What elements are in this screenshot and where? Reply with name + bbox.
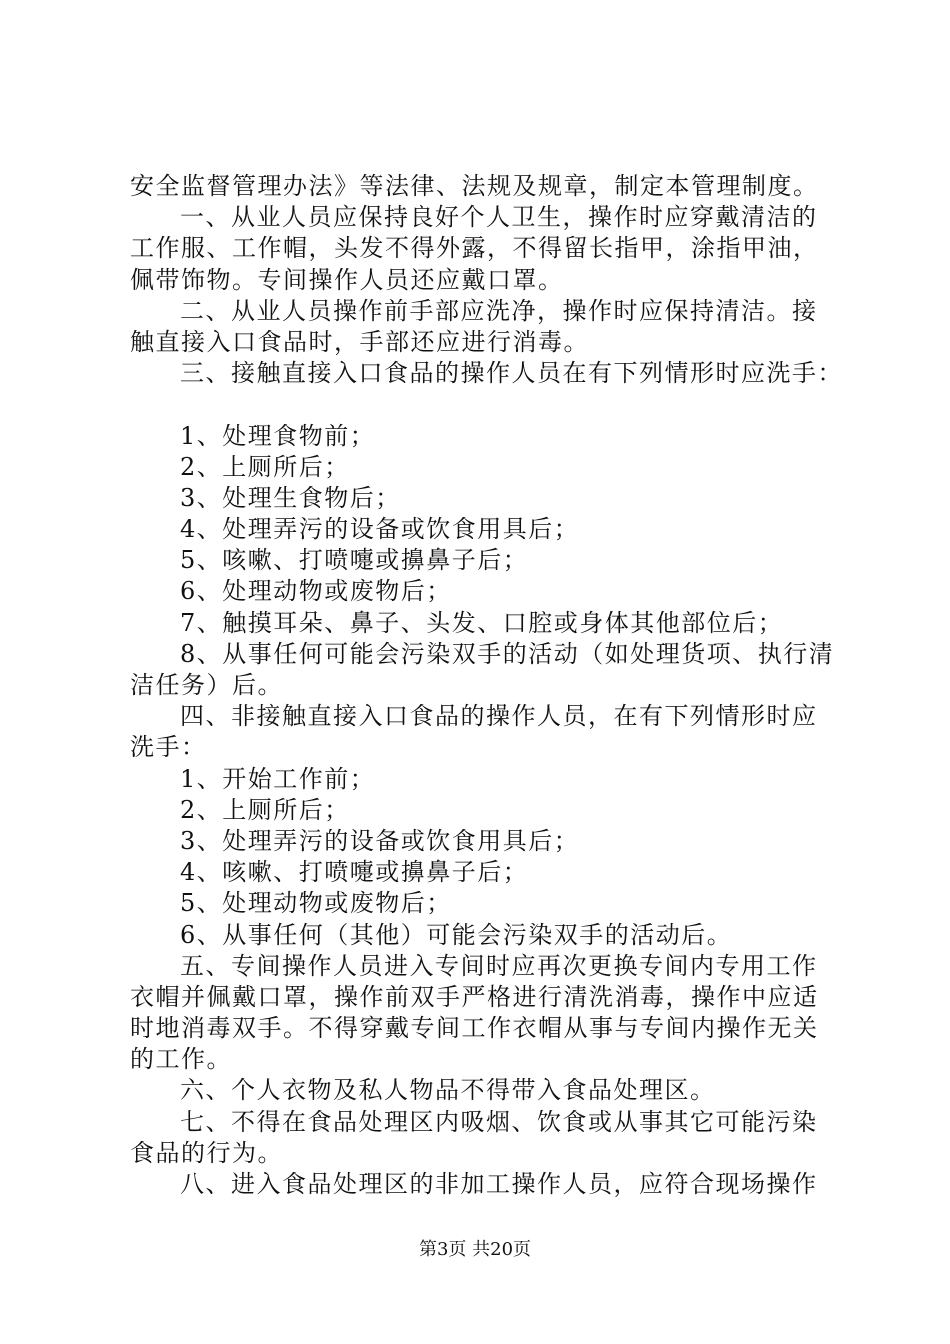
list-item: 2、上厕所后； [180, 452, 350, 481]
text-line: 触直接入口食品时，手部还应进行消毒。 [130, 327, 589, 356]
text-line: 洗手： [130, 733, 207, 762]
text-line: 食品的行为。 [130, 1138, 283, 1167]
text-line: 时地消毒双手。不得穿戴专间工作衣帽从事与专间内操作无关 [130, 1014, 819, 1043]
list-item: 5、咳嗽、打喷嚏或擤鼻子后； [180, 546, 529, 575]
list-item: 7、触摸耳朵、鼻子、头发、口腔或身体其他部位后； [180, 608, 784, 637]
text-line: 六、个人衣物及私人物品不得带入食品处理区。 [180, 1076, 716, 1105]
list-item: 1、开始工作前； [180, 764, 376, 793]
text-line: 三、接触直接入口食品的操作人员在有下列情形时应洗手： [180, 359, 843, 388]
list-item: 2、上厕所后； [180, 795, 350, 824]
list-item: 3、处理弄污的设备或饮食用具后； [180, 826, 580, 855]
text-line: 二、从业人员操作前手部应洗净，操作时应保持清洁。接 [180, 296, 818, 325]
list-item: 8、从事任何可能会污染双手的活动（如处理货项、执行清 [180, 639, 835, 668]
list-item: 4、处理弄污的设备或饮食用具后； [180, 515, 580, 544]
text-line: 四、非接触直接入口食品的操作人员，在有下列情形时应 [180, 702, 818, 731]
text-line: 工作服、工作帽，头发不得外露，不得留长指甲，涂指甲油， [130, 234, 819, 263]
list-item: 3、处理生食物后； [180, 483, 401, 512]
page-number: 第3页 共20页 [418, 1239, 532, 1260]
page-footer [0, 1238, 950, 1262]
text-line: 安全监督管理办法》等法律、法规及规章，制定本管理制度。 [130, 172, 819, 200]
text-line: 衣帽并佩戴口罩，操作前双手严格进行清洗消毒，操作中应适 [130, 982, 819, 1011]
document-body [130, 171, 843, 1200]
list-item: 1、处理食物前； [180, 421, 376, 450]
text-line: 洁任务）后。 [130, 671, 283, 699]
text-line: 七、不得在食品处理区内吸烟、饮食或从事其它可能污染 [180, 1107, 818, 1136]
list-item: 4、咳嗽、打喷嚏或擤鼻子后； [180, 858, 529, 887]
text-line: 一、从业人员应保持良好个人卫生，操作时应穿戴清洁的 [180, 203, 818, 232]
list-item: 5、处理动物或废物后； [180, 889, 452, 918]
text-line: 五、专间操作人员进入专间时应再次更换专间内专用工作 [180, 951, 818, 980]
text-line: 佩带饰物。专间操作人员还应戴口罩。 [130, 265, 564, 294]
list-item: 6、处理动物或废物后； [180, 577, 452, 606]
list-item: 6、从事任何（其他）可能会污染双手的活动后。 [180, 920, 733, 949]
text-line: 的工作。 [130, 1045, 232, 1074]
blank-line [130, 389, 830, 420]
text-line: 八、进入食品处理区的非加工操作人员，应符合现场操作 [180, 1170, 818, 1198]
